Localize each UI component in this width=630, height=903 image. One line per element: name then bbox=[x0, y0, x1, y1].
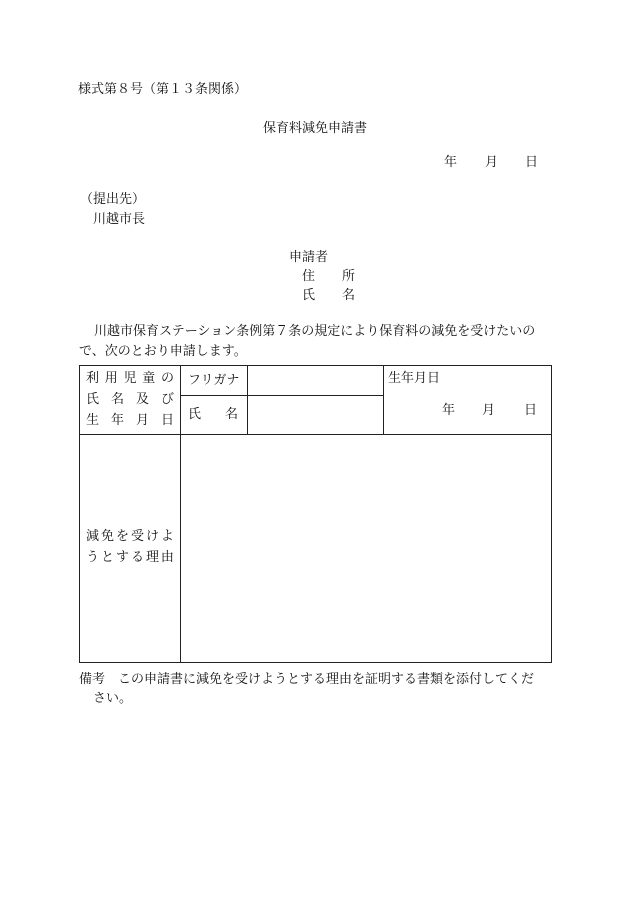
applicant-name-label-1: 氏 bbox=[302, 288, 316, 303]
child-header-row1: 利 用 児 童 の bbox=[86, 371, 174, 386]
reason-header-row1: 減 免 を 受 け よ bbox=[86, 529, 174, 544]
child-name-label: 氏 名 bbox=[188, 407, 238, 422]
body-text-line-2: で、次のとおり申請します。 bbox=[79, 344, 247, 359]
birthdate-year-label: 年 bbox=[442, 403, 456, 418]
reason-header-row2: う と す る 理 由 bbox=[86, 550, 174, 565]
submit-to-label: （提出先） bbox=[80, 192, 146, 207]
application-table bbox=[79, 365, 552, 663]
body-text-line-1: 川越市保育ステーション条例第７条の規定により保育料の減免を受けたいの bbox=[94, 324, 536, 339]
furigana-label: フリガナ bbox=[188, 373, 240, 388]
note-line-2: さい。 bbox=[93, 691, 133, 706]
applicant-address-label-1: 住 bbox=[302, 269, 316, 284]
document-title: 保育料減免申請書 bbox=[262, 121, 367, 136]
table-divider-col1 bbox=[180, 366, 181, 662]
table-divider-furigana bbox=[180, 395, 383, 396]
table-divider-col2 bbox=[247, 366, 248, 434]
applicant-address-label-2: 所 bbox=[342, 269, 356, 284]
birthdate-month-label: 月 bbox=[482, 403, 496, 418]
table-divider-col3 bbox=[383, 366, 384, 434]
submit-to-name: 川越市長 bbox=[93, 212, 146, 227]
date-day-label: 日 bbox=[525, 155, 539, 170]
applicant-label: 申請者 bbox=[289, 250, 329, 265]
date-month-label: 月 bbox=[485, 155, 499, 170]
child-header-row3: 生 年 月 日 bbox=[86, 413, 174, 428]
date-year-label: 年 bbox=[444, 155, 458, 170]
form-number: 様式第８号（第１３条関係） bbox=[78, 82, 248, 97]
child-header-row2: 氏 名 及 び bbox=[86, 392, 174, 407]
applicant-name-label-2: 名 bbox=[342, 288, 356, 303]
table-divider-row1 bbox=[80, 434, 551, 435]
note-line-1: 備考 この申請書に減免を受けようとする理由を証明する書類を添付してくだ bbox=[79, 672, 535, 687]
birthdate-day-label: 日 bbox=[524, 403, 538, 418]
birthdate-label: 生年月日 bbox=[388, 371, 441, 386]
